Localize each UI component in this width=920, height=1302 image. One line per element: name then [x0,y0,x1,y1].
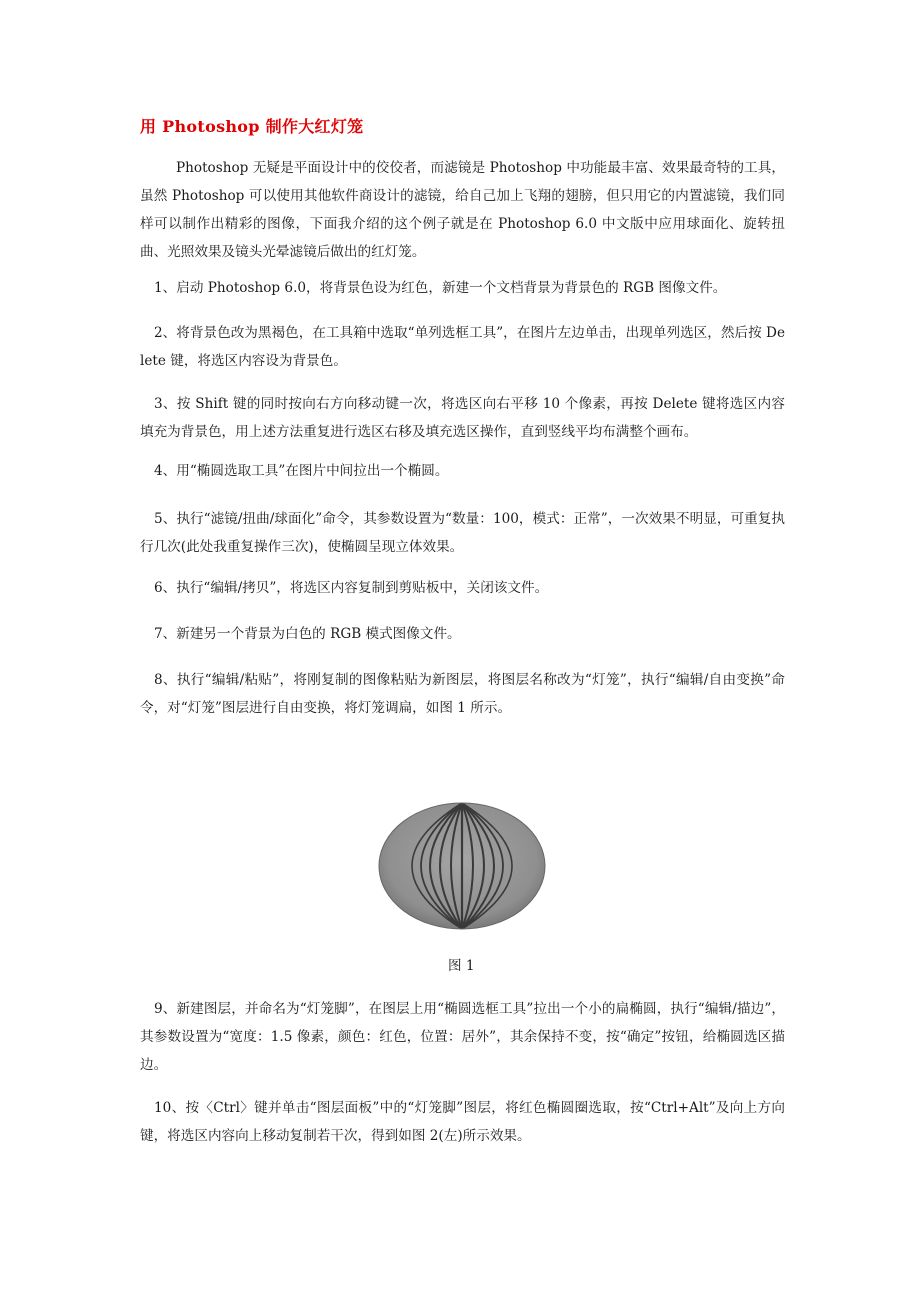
step-4-paragraph: 4、用“椭圆选取工具”在图片中间拉出一个椭圆。 [154,463,449,479]
step-8-paragraph: 8、执行“编辑/粘贴”，将刚复制的图像粘贴为新图层，将图层名称改为“灯笼”，执行“编辑/自由变换”命令，对“灯笼”图层进行自由变换，将灯笼调扁，如图 1 所示。 [140,672,785,716]
figure-caption: 图 1 [448,958,475,974]
step-10-paragraph: 10、按〈Ctrl〉键并单击“图层面板”中的“灯笼脚”图层，将红色椭圆圈选取，按“Ctrl+Alt”及向上方向键，将选区内容向上移动复制若干次，得到如图 2(左)所示效果。 [140,1100,785,1144]
step-7-paragraph: 7、新建另一个背景为白色的 RGB 模式图像文件。 [154,626,461,642]
step-2-paragraph: 2、将背景色改为黑褐色，在工具箱中选取“单列选框工具”，在图片左边单击，出现单列选区，然后按 Delete 键，将选区内容设为背景色。 [140,325,785,369]
step-1-paragraph: 1、启动 Photoshop 6.0，将背景色设为红色，新建一个文档背景为背景色的 RGB 图像文件。 [154,280,727,296]
intro-paragraph: Photoshop 无疑是平面设计中的佼佼者，而滤镜是 Photoshop 中功能最丰富、效果最奇特的工具，虽然 Photoshop 可以使用其他软件商设计的滤镜，给自己加上飞翔的翅膀，但只用它的内置滤镜，我们同样可以制作出精彩的图像，下面我介绍的这个例子就是在 Photoshop 6.0 中文版中应用球面化、旋转扭曲、光照效果及镜头光晕滤镜后做出的红灯笼。 [140,160,785,260]
step-3-paragraph: 3、按 Shift 键的同时按向右方向移动键一次，将选区向右平移 10 个像素，再按 Delete 键将选区内容填充为背景色，用上述方法重复进行选区右移及填充选区操作，直到竖线平均布满整个画布。 [140,396,785,440]
step-9-paragraph: 9、新建图层，并命名为“灯笼脚”，在图层上用“椭圆选框工具”拉出一个小的扁椭圆，执行“编辑/描边”，其参数设置为“宽度：1.5 像素，颜色：红色，位置：居外”，其余保持不变，按“确定”按钮，给椭圆选区描边。 [140,1001,785,1073]
step-5-paragraph: 5、执行“滤镜/扭曲/球面化”命令，其参数设置为“数量：100，模式：正常”，一次效果不明显，可重复执行几次(此处我重复操作三次)，使椭圆呈现立体效果。 [140,511,785,555]
step-6-paragraph: 6、执行“编辑/拷贝”，将选区内容复制到剪贴板中，关闭该文件。 [154,580,549,596]
lantern-figure [374,796,550,936]
document-title: 用 Photoshop 制作大红灯笼 [140,117,364,136]
